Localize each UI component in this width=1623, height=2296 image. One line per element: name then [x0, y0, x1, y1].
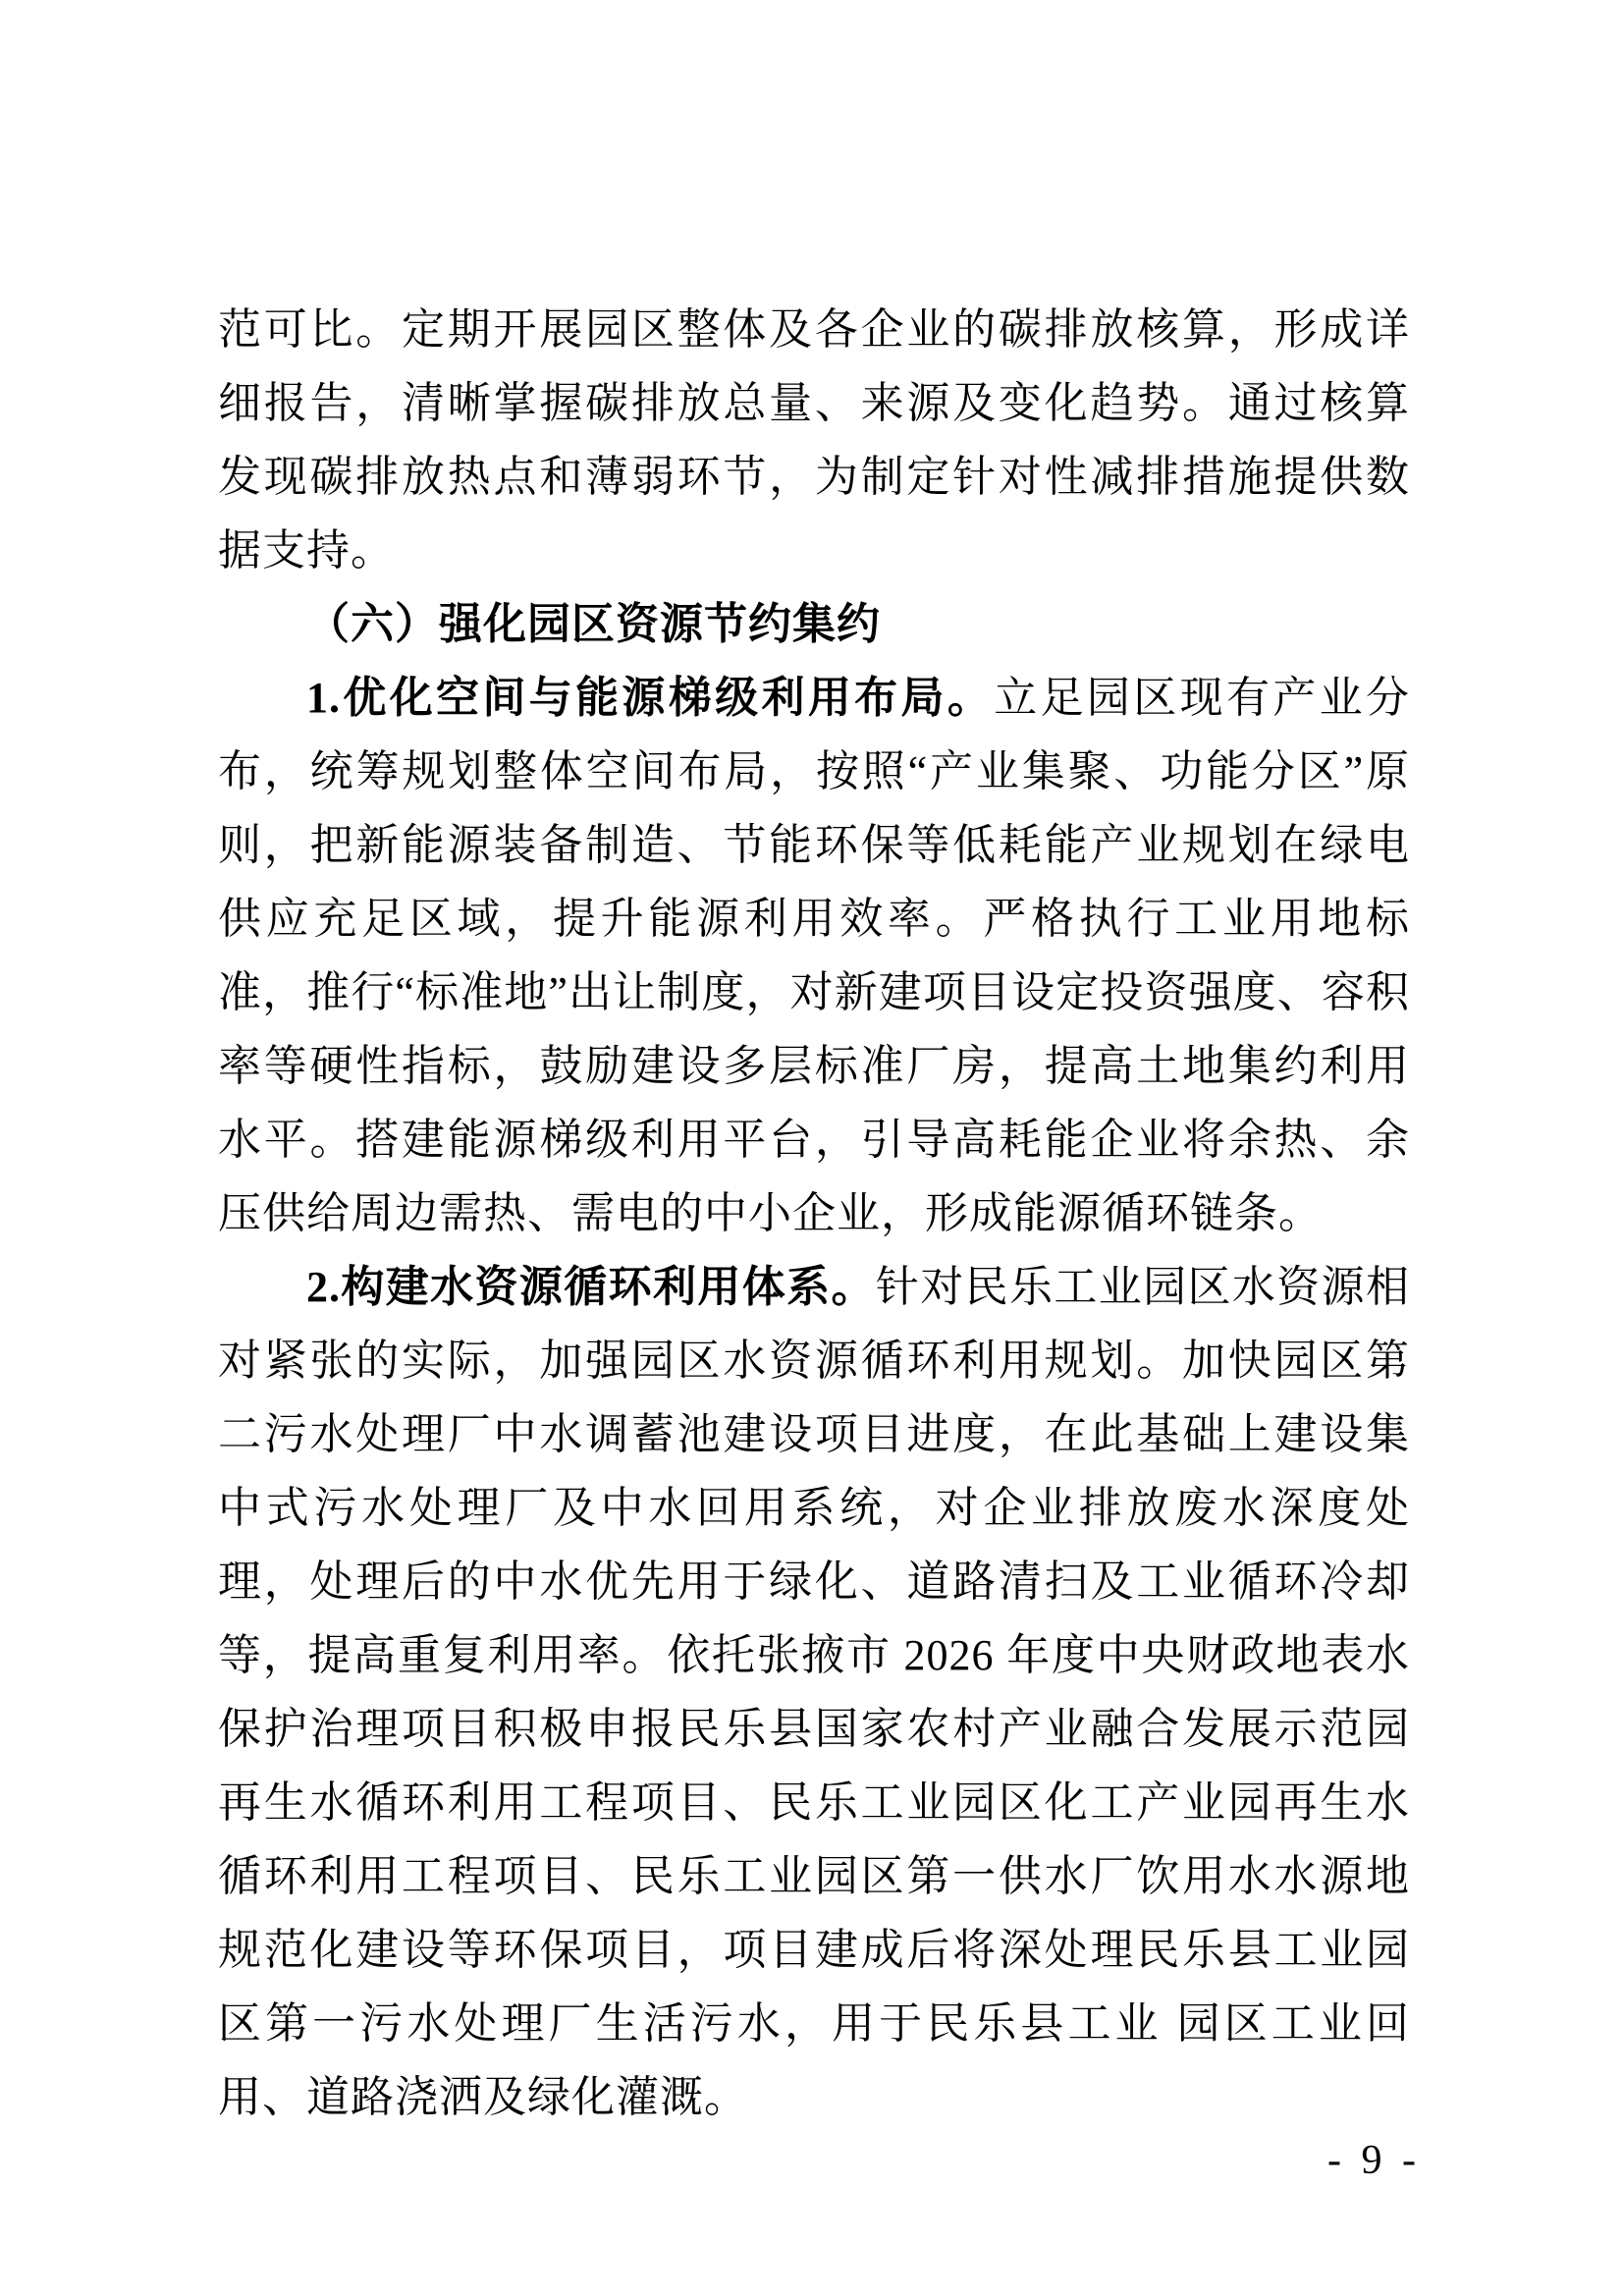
document-body — [218, 293, 1410, 2134]
page-number: - 9 - — [1327, 2138, 1421, 2183]
text-run: 立足园区现有产业分布，统筹规划整体空间布局，按照“产业集聚、功能分区”原则，把新能源装备制造、节能环保等低耗能产业规划在绿电供应充足区域，提升能源利用效率。严格执行工业用地标准，推行“标准地”出让制度，对新建项目设定投资强度、容积率等硬性指标，鼓励建设多层标准厂房，提高土地集约利用水平。搭建能源梯级利用平台，引导高耗能企业将余热、余压供给周边需热、需电的中小企业，形成能源循环链条。 — [218, 674, 1411, 1237]
text-run-bold: 1.优化空间与能源梯级利用布局。 — [306, 674, 995, 722]
text-run-bold: 2.构建水资源循环利用体系。 — [306, 1263, 876, 1311]
heading-section-6-resource-conservation — [218, 587, 1410, 661]
text-run: 针对民乐工业园区水资源相对紧张的实际，加强园区水资源循环利用规划。加快园区第二污水处理厂中水调蓄池建设项目进度，在此基础上建设集中式污水处理厂及中水回用系统，对企业排放废水深度处理，处理后的中水优先用于绿化、道路清扫及工业循环冷却等，提高重复利用率。依托张掖市 2026 年度中央财政地表水保护治理项目积极申报民乐县国家农村产业融合发展示范园再生水循环利用工程项目、民乐工业园区化工产业园再生水循环利用工程项目、民乐工业园区第一供水厂饮用水水源地规范化建设等环保项目，项目建成后将深处理民乐县工业园区第一污水处理厂生活污水，用于民乐县工业 园区工业回用、道路浇洒及绿化灌溉。 — [218, 1263, 1410, 2121]
para-item-2-water-recycling-system — [218, 1250, 1410, 2134]
text-run-bold: （六）强化园区资源节约集约 — [306, 600, 881, 648]
para-item-1-space-energy-cascade-layout — [218, 661, 1410, 1250]
text-run: 范可比。定期开展园区整体及各企业的碳排放核算，形成详细报告，清晰掌握碳排放总量、来源及变化趋势。通过核算发现碳排放热点和薄弱环节，为制定针对性减排措施提供数据支持。 — [218, 305, 1410, 574]
para-carbon-accounting-continued — [218, 293, 1410, 587]
